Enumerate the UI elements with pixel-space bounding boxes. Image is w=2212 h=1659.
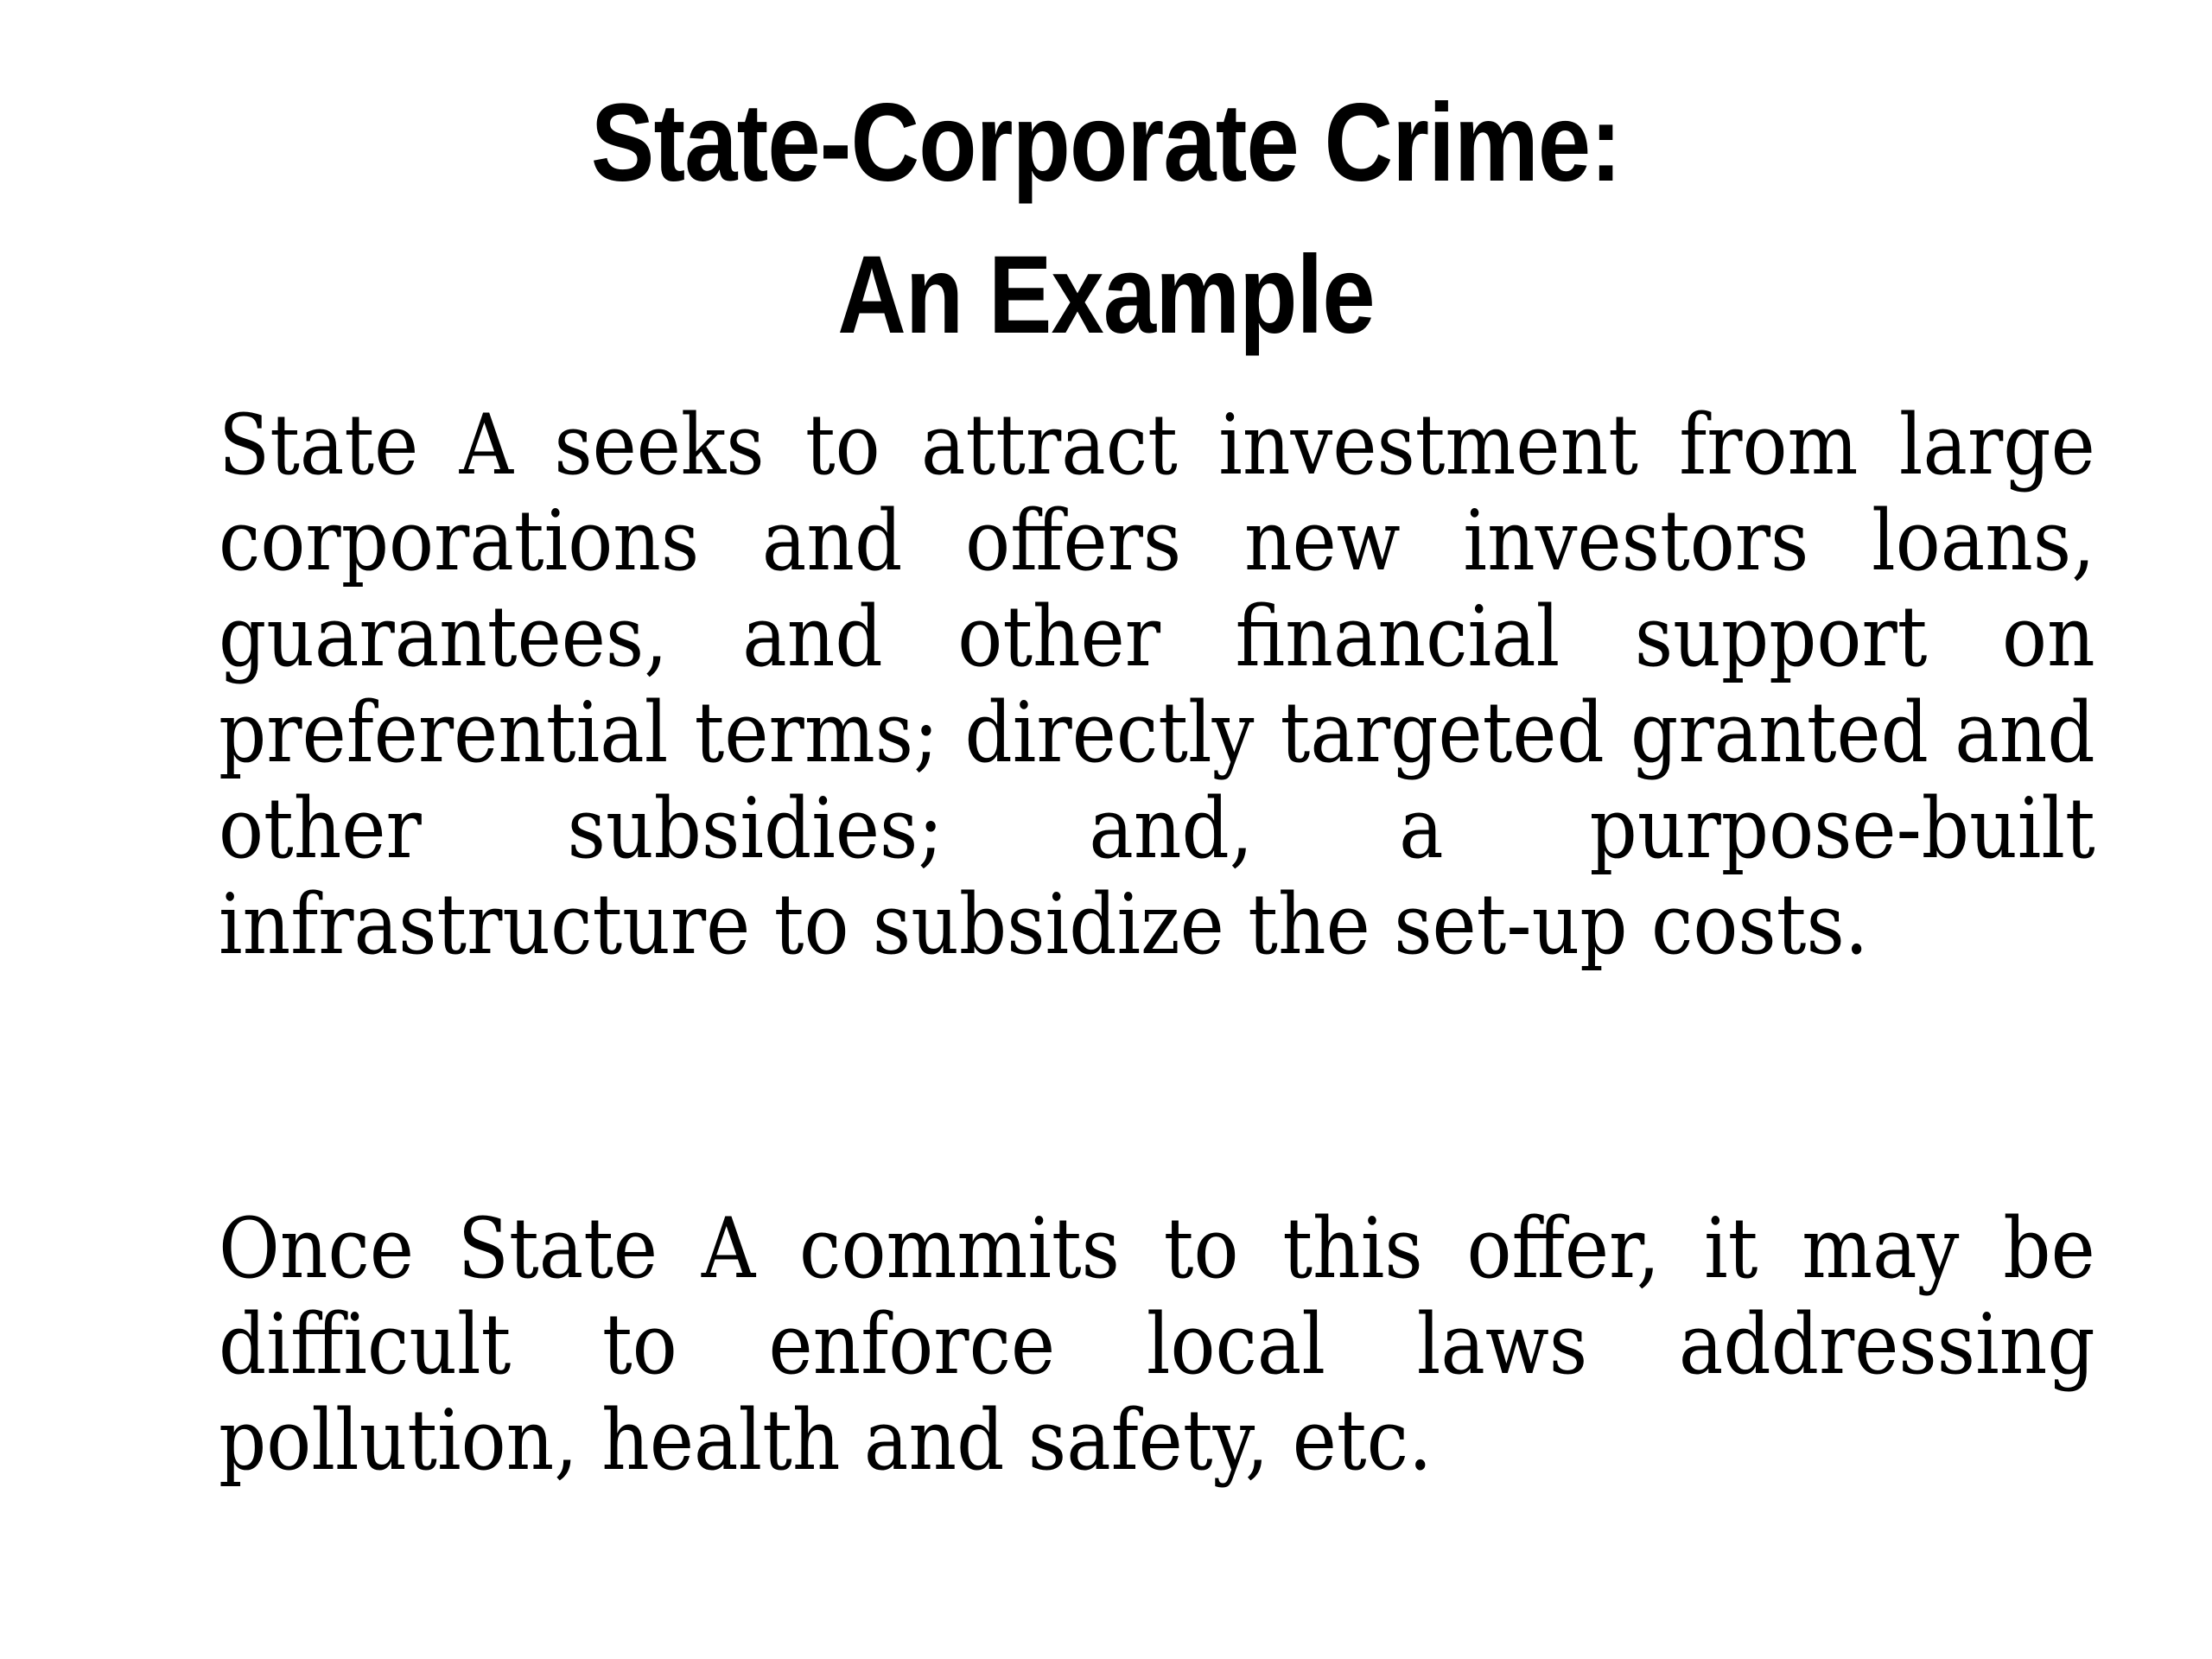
slide-title-line-2: An Example	[837, 233, 1375, 357]
body-paragraph-2: Once State A commits to this offer, it may be difficult to enforce local laws addressing pollution, health and safety, etc.	[219, 1200, 2095, 1489]
slide-title	[303, 67, 1909, 372]
body-paragraph-1: State A seeks to attract investment from large corporations and offers new investors loans, guarantees, and other financial support on preferential terms; directly targeted granted and other subsidies; and, a purpose-built infrastructure to subsidize the set-up costs.	[219, 397, 2095, 973]
slide-title-line-1: State-Corporate Crime:	[590, 81, 1622, 205]
